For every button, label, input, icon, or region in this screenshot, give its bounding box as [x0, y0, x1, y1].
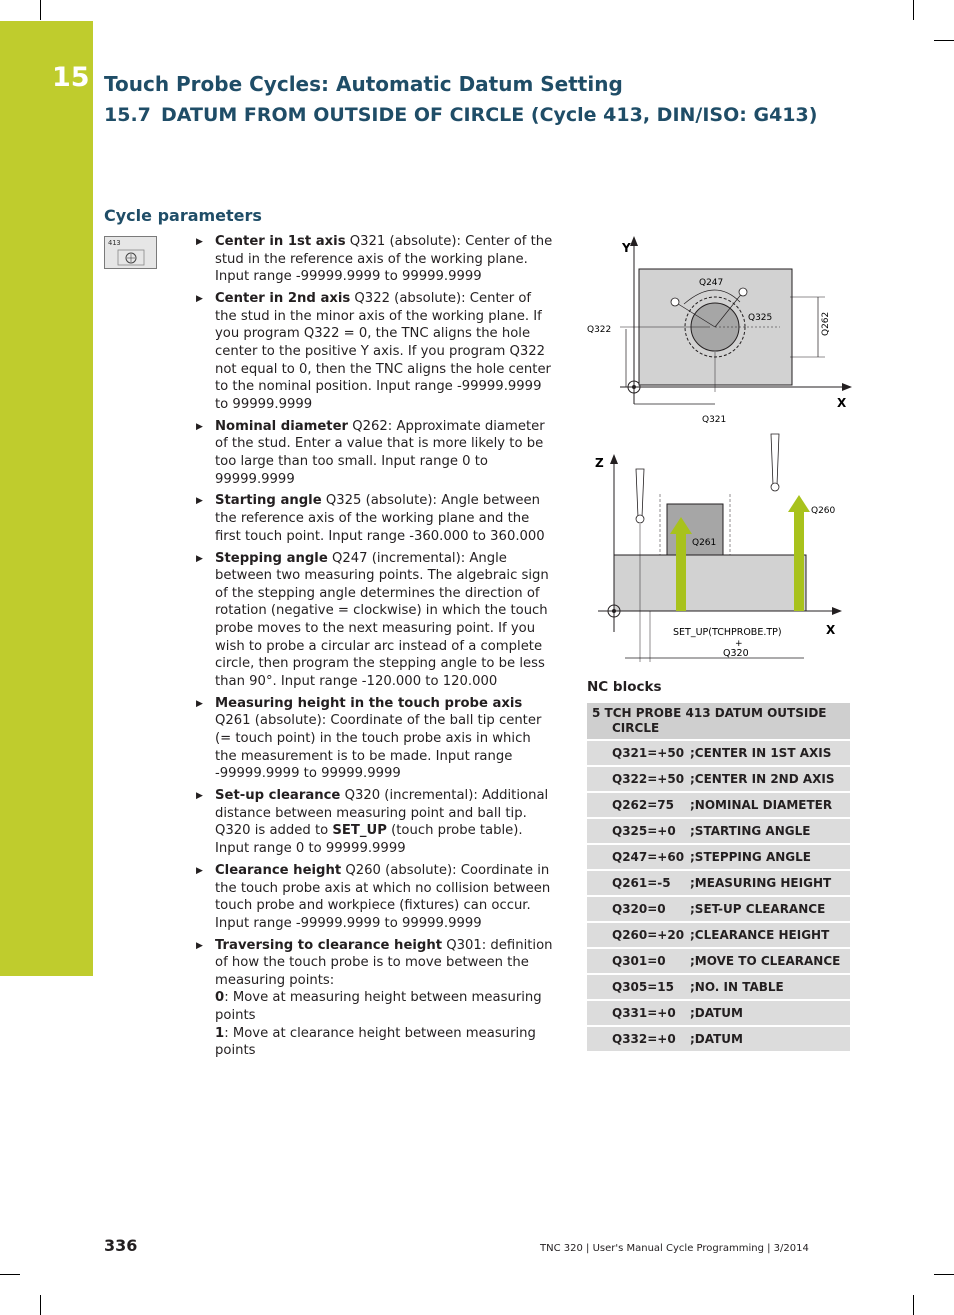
q261-arrow-shaft: [676, 532, 686, 611]
param-item: [196, 233, 556, 286]
q322-label: Q322: [587, 325, 612, 335]
y-axis-label: Y: [622, 241, 631, 255]
q261-label: Q261: [692, 538, 717, 548]
datum-point: [612, 609, 616, 613]
param-name: Starting angle: [215, 493, 322, 509]
nc-head-line: CIRCLE: [612, 721, 660, 735]
crop-mark: [40, 1295, 41, 1315]
nc-param: Q331=+0: [587, 1000, 690, 1026]
param-desc: Q321 (absolute): Center of the stud in the reference axis of the working plane. Input range -99999.9999 to 99999.9999: [215, 234, 553, 285]
param-name: Clearance height: [215, 862, 342, 878]
cycle-parameters-heading: Cycle parameters: [104, 206, 262, 225]
param-name: Traversing to clearance height: [215, 937, 443, 953]
table-row: [587, 1000, 850, 1026]
workpiece-base: [614, 555, 806, 611]
crop-mark: [913, 1295, 914, 1315]
param-desc: Q301: definition of how the touch probe is to move between the measuring points:: [215, 937, 553, 988]
probe-ball-icon: [771, 483, 779, 491]
table-row: [587, 703, 850, 740]
nc-comment: ;SET-UP CLEARANCE: [690, 896, 850, 922]
option-desc: : Move at clearance height between measuring points: [215, 1025, 536, 1059]
y-axis-arrow: [630, 236, 638, 246]
table-row: [587, 844, 850, 870]
nc-blocks-heading: NC blocks: [587, 679, 662, 695]
param-desc: Q262: Approximate diameter of the stud. Enter a value that is more likely to be too large than too small. Input range 0 to 99999.9999: [215, 418, 545, 487]
nc-param: Q261=-5: [587, 870, 690, 896]
q262-label: Q262: [821, 311, 831, 336]
nc-comment: ;STEPPING ANGLE: [690, 844, 850, 870]
param-item: [196, 862, 556, 932]
chapter-number: 15: [52, 62, 90, 93]
section-title-text: DATUM FROM OUTSIDE OF CIRCLE (Cycle 413, DIN/ISO: G413): [161, 104, 818, 126]
nc-comment: ;STARTING ANGLE: [690, 818, 850, 844]
param-desc: Q325 (absolute): Angle between the reference axis of the working plane and the first touch point. Input range -360.000 to 360.000: [215, 493, 545, 544]
nc-comment: ;CENTER IN 2ND AXIS: [690, 766, 850, 792]
nc-comment: ;NO. IN TABLE: [690, 974, 850, 1000]
param-name: Nominal diameter: [215, 418, 349, 434]
nc-param: Q260=+20: [587, 922, 690, 948]
param-ref: SET_UP: [332, 823, 387, 839]
param-desc: Q260 (absolute): Coordinate in the touch probe axis at which no collision between touch probe and workpiece (fixtures) can occur. Input range -99999.9999 to 99999.9999: [215, 862, 551, 931]
probe-point-icon: [671, 298, 679, 306]
option-desc: : Move at measuring height between measuring points: [215, 990, 542, 1024]
param-name: Set-up clearance: [215, 788, 341, 804]
param-item: [196, 695, 556, 783]
param-name: Measuring height in the touch probe axis: [215, 695, 523, 711]
x-axis-label: X: [826, 623, 836, 637]
param-item: [196, 787, 556, 857]
table-row: [587, 1026, 850, 1052]
nc-param: Q325=+0: [587, 818, 690, 844]
nc-param: Q320=0: [587, 896, 690, 922]
param-item: [196, 937, 556, 1060]
nc-block-head: [587, 703, 850, 740]
parameter-list: [196, 233, 556, 1064]
q260-arrow-head: [788, 495, 810, 512]
q320-label: Q320: [723, 648, 749, 659]
top-view-diagram: [587, 236, 852, 425]
table-row: [587, 896, 850, 922]
nc-comment: ;NOMINAL DIAMETER: [690, 792, 850, 818]
nc-param: Q321=+50: [587, 740, 690, 766]
table-row: [587, 922, 850, 948]
nc-head-line: 5 TCH PROBE 413 DATUM OUTSIDE: [592, 706, 827, 720]
nc-param: Q322=+50: [587, 766, 690, 792]
chapter-title: Touch Probe Cycles: Automatic Datum Setting: [104, 72, 623, 96]
z-axis-arrow: [610, 454, 618, 464]
table-row: [587, 792, 850, 818]
crop-mark: [40, 0, 41, 20]
chapter-sidebar: [0, 21, 93, 976]
z-axis-label: Z: [595, 456, 604, 470]
x-axis-arrow: [832, 607, 842, 615]
q260-label: Q260: [811, 506, 836, 516]
nc-param: Q301=0: [587, 948, 690, 974]
table-row: [587, 766, 850, 792]
param-name: Center in 2nd axis: [215, 291, 351, 307]
param-desc: (touch probe table). Input range 0 to 99999.9999: [215, 823, 523, 856]
q260-arrow-shaft: [794, 510, 804, 611]
table-row: [587, 870, 850, 896]
table-row: [587, 974, 850, 1000]
probe-diagram: [580, 232, 860, 672]
param-desc: Q320 (incremental): Additional distance between measuring point and ball tip. Q320 is added to: [215, 788, 549, 839]
crop-mark: [934, 1274, 954, 1275]
nc-blocks-table: [587, 703, 850, 1053]
nc-param: Q305=15: [587, 974, 690, 1000]
page-number: 336: [104, 1236, 138, 1255]
param-item: [196, 290, 556, 413]
probe-point-icon: [739, 288, 747, 296]
section-title: [104, 104, 817, 126]
nc-comment: ;DATUM: [690, 1026, 850, 1052]
param-desc: Q322 (absolute): Center of the stud in the minor axis of the working plane. If you program Q322 = 0, the TNC aligns the hole center to the positive Y axis. If you program Q322 not equal to 0, then the TNC aligns the hole center to the nominal position. Input range -99999.9999 to 99999.9999: [215, 291, 551, 412]
stud-icon: [105, 237, 156, 268]
plus-label: +: [735, 639, 743, 649]
param-item: [196, 550, 556, 691]
nc-param: Q332=+0: [587, 1026, 690, 1052]
touch-probe-stylus: [636, 469, 644, 517]
q325-label: Q325: [748, 313, 773, 323]
nc-comment: ;CLEARANCE HEIGHT: [690, 922, 850, 948]
cycle-413-softkey-icon: [104, 236, 157, 269]
x-axis-arrow: [842, 383, 852, 391]
param-item: [196, 492, 556, 545]
option-key: 0: [215, 990, 225, 1006]
x-axis-label: X: [837, 396, 847, 410]
table-row: [587, 740, 850, 766]
q247-label: Q247: [699, 278, 724, 288]
nc-comment: ;MEASURING HEIGHT: [690, 870, 850, 896]
param-desc: Q261 (absolute): Coordinate of the ball tip center (= touch point) in the touch probe axis in which the measurement is to be made. Input range -99999.9999 to 99999.9999: [215, 713, 542, 782]
nc-param: Q262=75: [587, 792, 690, 818]
param-name: Center in 1st axis: [215, 234, 346, 249]
setup-label: SET_UP(TCHPROBE.TP): [673, 627, 782, 638]
side-view-diagram: [595, 434, 842, 662]
table-row: [587, 818, 850, 844]
footer-text: TNC 320 | User's Manual Cycle Programming | 3/2014: [540, 1243, 809, 1254]
nc-comment: ;MOVE TO CLEARANCE: [690, 948, 850, 974]
q321-label: Q321: [702, 415, 727, 425]
param-name: Stepping angle: [215, 550, 328, 566]
datum-point: [632, 385, 636, 389]
nc-comment: ;CENTER IN 1ST AXIS: [690, 740, 850, 766]
crop-mark: [913, 0, 914, 20]
cycle-icon-label: 413: [108, 239, 121, 247]
section-number: 15.7: [104, 104, 151, 126]
probe-ball-icon: [636, 515, 644, 523]
touch-probe-stylus: [771, 434, 779, 485]
nc-comment: ;DATUM: [690, 1000, 850, 1026]
crop-mark: [0, 1274, 20, 1275]
table-row: [587, 948, 850, 974]
param-item: [196, 418, 556, 488]
nc-param: Q247=+60: [587, 844, 690, 870]
param-desc: Q247 (incremental): Angle between two measuring points. The algebraic sign of the stepping angle determines the direction of rotation (negative = clockwise) in which the touch probe moves to the next measuring point. If you wish to probe a circular arc instead of a complete circle, then program the stepping angle to be less than 90°. Input range -120.000 to 120.000: [215, 550, 549, 689]
crop-mark: [934, 40, 954, 41]
option-key: 1: [215, 1025, 225, 1041]
